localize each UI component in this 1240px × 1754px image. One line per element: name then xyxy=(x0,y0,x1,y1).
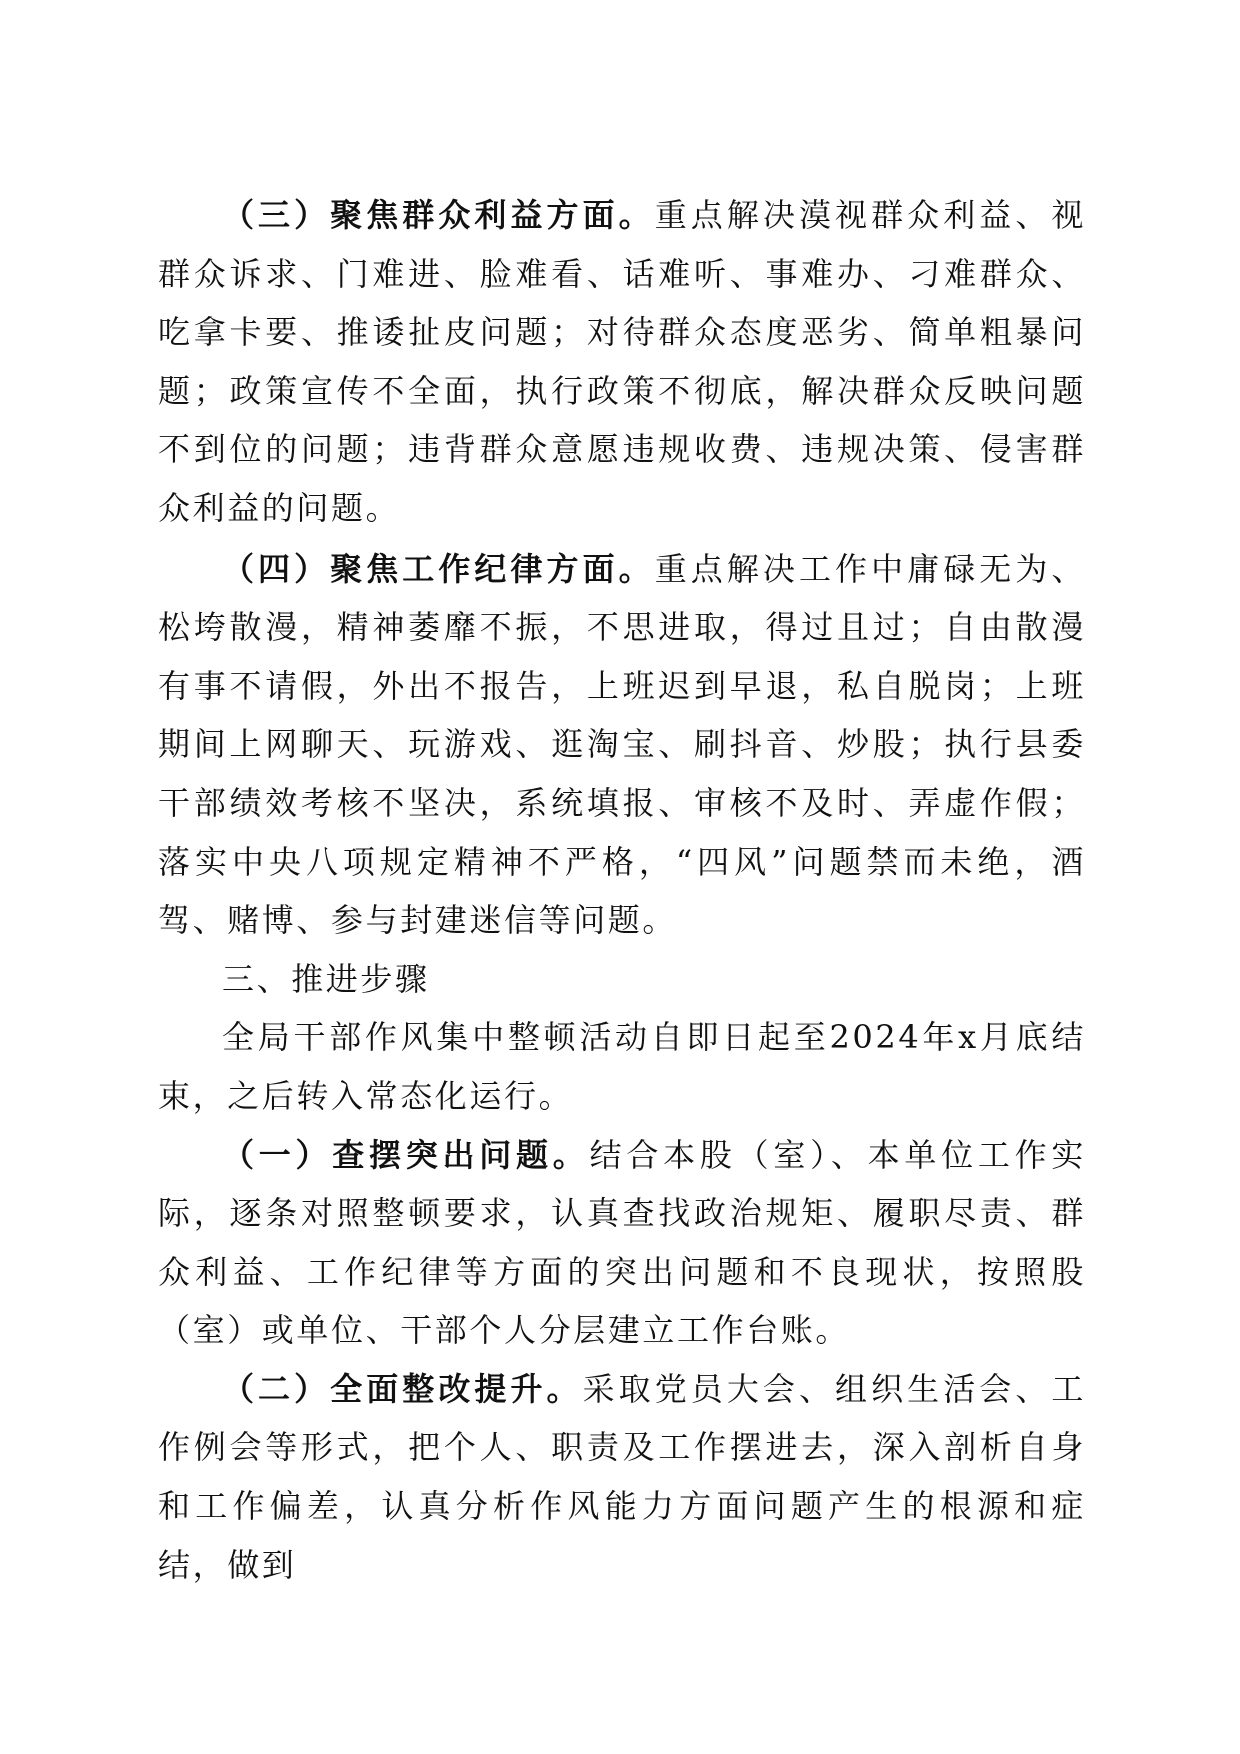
section-heading: 三、推进步骤 xyxy=(222,959,430,998)
paragraph-step-two xyxy=(158,1360,1086,1594)
paragraph-intro: 全局干部作风集中整顿活动自即日起至2024年x月底结束，之后转入常态化运行。 xyxy=(158,1018,1086,1115)
paragraph-lead: （二）全面整改提升。 xyxy=(222,1369,583,1408)
paragraph-body: 采取党员大会、组织生活会、工作例会等形式，把个人、职责及工作摆进去，深入剖析自身和工作偏差，认真分析作风能力方面问题产生的根源和症结，做到 xyxy=(158,1369,1086,1584)
paragraph-body: 结合本股（室）、本单位工作实际，逐条对照整顿要求，认真查找政治规矩、履职尽责、群众利益、工作纪律等方面的突出问题和不良现状，按照股（室）或单位、干部个人分层建立工作台账。 xyxy=(158,1135,1086,1350)
paragraph-work-discipline xyxy=(158,540,1086,950)
paragraph-masses-interests xyxy=(158,186,1086,538)
paragraph-lead: （一）查摆突出问题。 xyxy=(222,1135,590,1174)
paragraph-lead: （三）聚焦群众利益方面。 xyxy=(222,196,655,234)
paragraph-step-one xyxy=(158,1126,1086,1360)
paragraph-body: 重点解决漠视群众利益、视群众诉求、门难进、脸难看、话难听、事难办、刁难群众、吃拿卡要、推诿扯皮问题；对待群众态度恶劣、简单粗暴问题；政策宣传不全面，执行政策不彻底，解决群众反映问题不到位的问题；违背群众意愿违规收费、违规决策、侵害群众利益的问题。 xyxy=(158,196,1087,527)
paragraph-lead: （四）聚焦工作纪律方面。 xyxy=(222,549,655,588)
paragraph-body: 重点解决工作中庸碌无为、松垮散漫，精神萎靡不振，不思进取，得过且过；自由散漫有事不请假，外出不报告，上班迟到早退，私自脱岗；上班期间上网聊天、玩游戏、逛淘宝、刷抖音、炒股；执行县委干部绩效考核不坚决，系统填报、审核不及时、弄虚作假；落实中央八项规定精神不严格，“四风”问题禁而未绝，酒驾、赌博、参与封建迷信等问题。 xyxy=(158,549,1087,940)
